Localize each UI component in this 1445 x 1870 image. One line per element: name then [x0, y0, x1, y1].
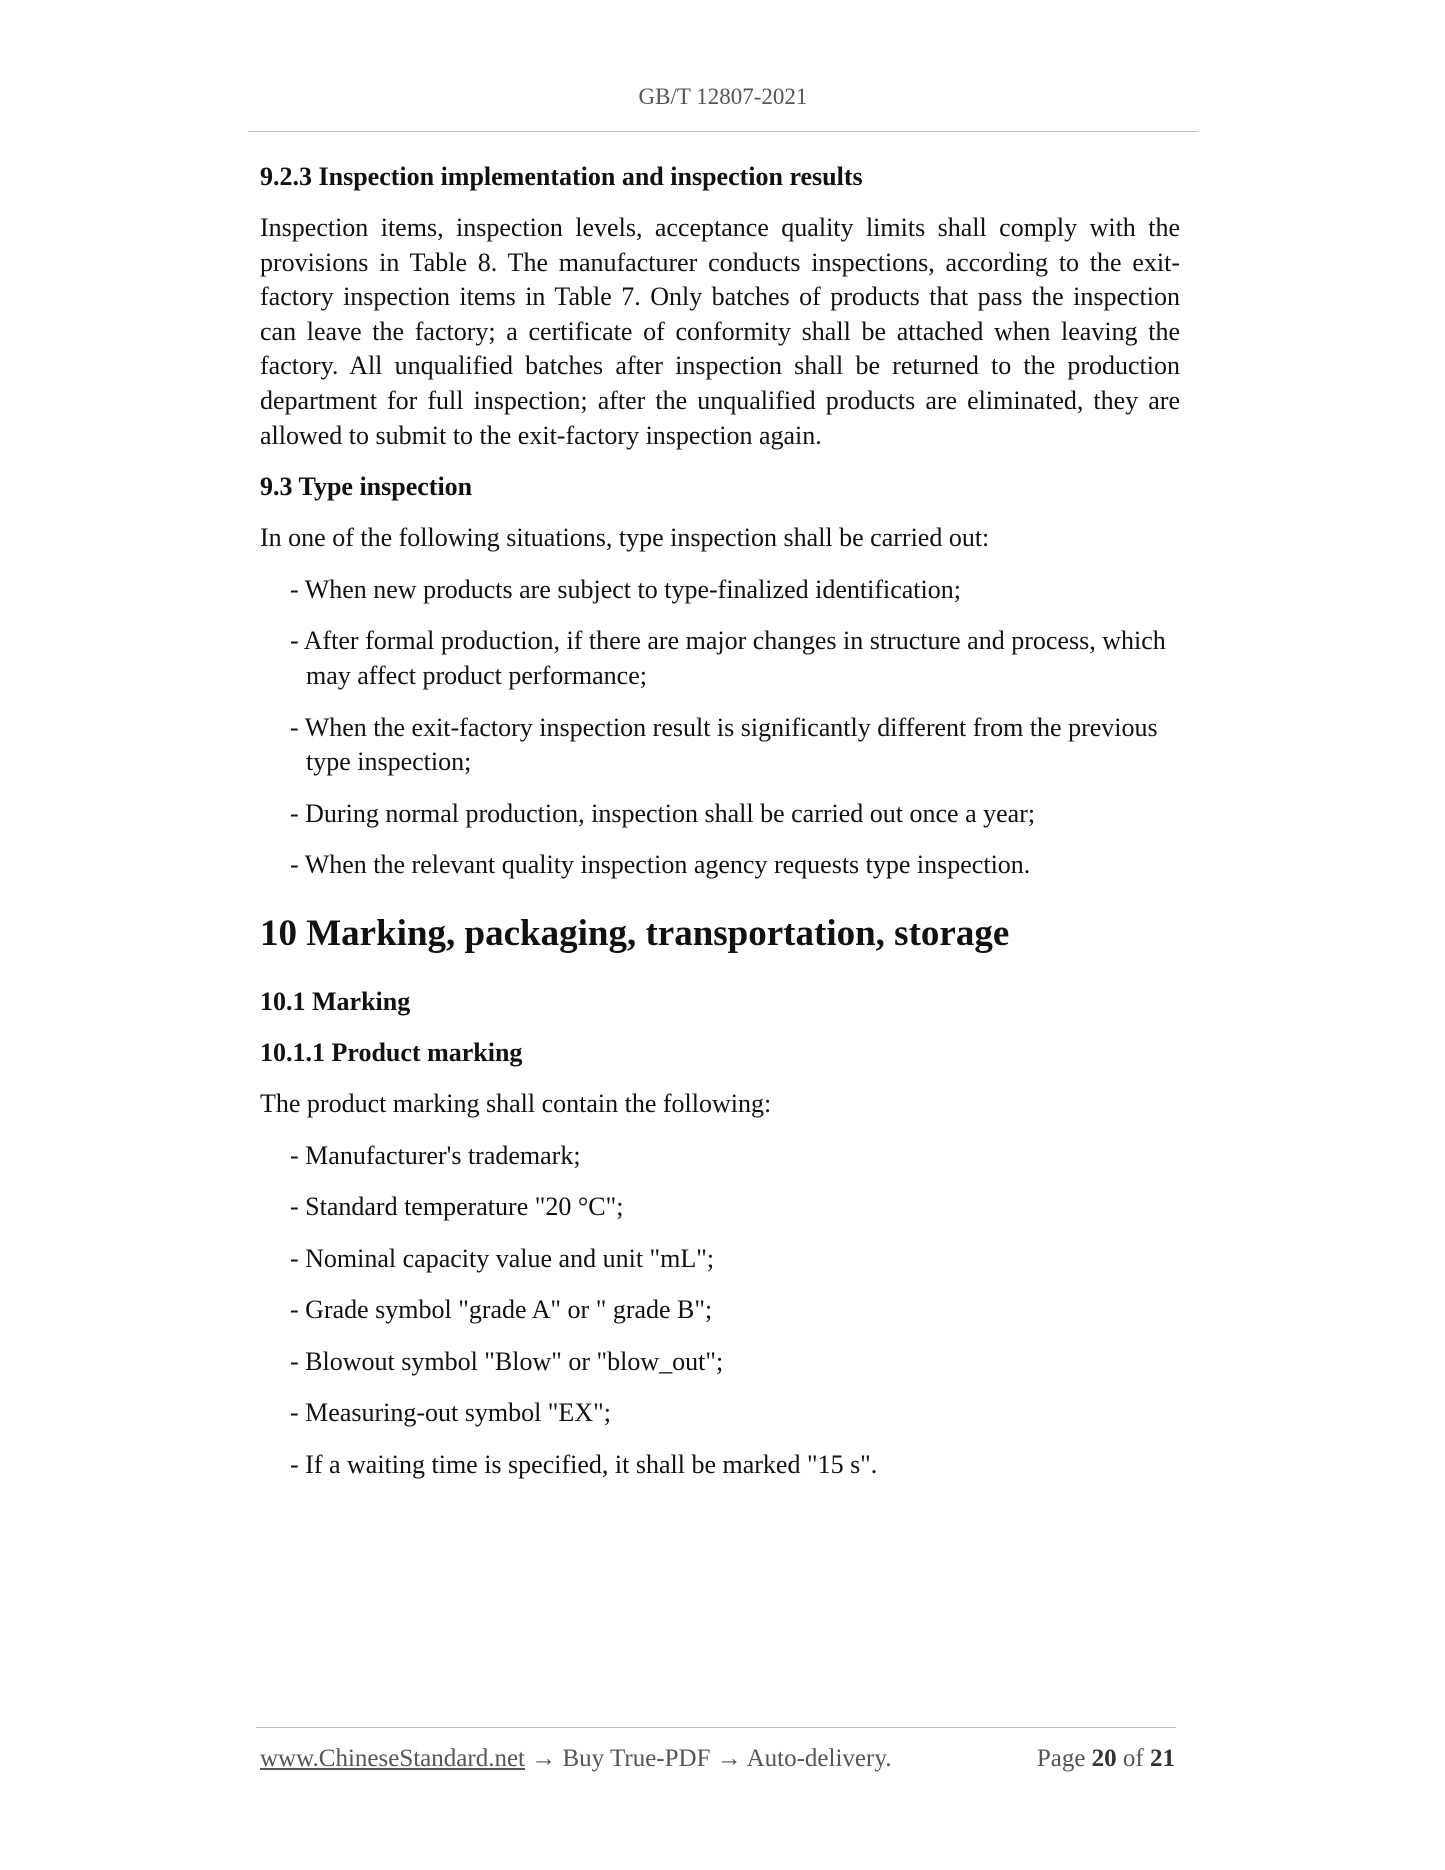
document-body — [260, 160, 1180, 1483]
list-item-marking-6: - Measuring-out symbol "EX"; — [290, 1398, 611, 1428]
list-item-marking-4: - Grade symbol "grade A" or " grade B"; — [290, 1295, 713, 1325]
of-label: of — [1122, 1745, 1144, 1772]
list-item-type-inspection-1: - When new products are subject to type-finalized identification; — [290, 574, 961, 604]
header-divider — [248, 131, 1198, 132]
current-page-number: 20 — [1091, 1745, 1117, 1772]
paragraph-10-1-1-intro: The product marking shall contain the following: — [260, 1088, 772, 1118]
paragraph-9-2-3: Inspection items, inspection levels, acceptance quality limits shall comply with the provisions in Table 8. The manufacturer conducts inspections, according to the exit-factory inspection items in Table 7. Only batches of products that pass the inspection can leave the factory; a certificate of conformity shall be attached when leaving the factory. All unqualified batches after inspection shall be returned to the production department for full inspection; after the unqualified products are eliminated, they are allowed to submit to the exit-factory inspection again. — [260, 213, 1180, 450]
arrow-right-icon: → — [531, 1745, 557, 1772]
page-header-standard-code: GB/T 12807-2021 — [638, 84, 808, 109]
list-item-marking-3: - Nominal capacity value and unit "mL"; — [290, 1243, 715, 1273]
list-item-type-inspection-3: - When the exit-factory inspection result is significantly different from the previous type inspection; — [290, 712, 1158, 777]
heading-9-2-3: 9.2.3 Inspection implementation and inspection results — [260, 162, 863, 191]
paragraph-9-3-intro: In one of the following situations, type inspection shall be carried out: — [260, 523, 990, 553]
buy-true-pdf-text: Buy True-PDF — [562, 1745, 711, 1772]
website-link[interactable]: www.ChineseStandard.net — [260, 1745, 525, 1772]
list-item-marking-1: - Manufacturer's trademark; — [290, 1140, 581, 1170]
list-item-marking-5: - Blowout symbol "Blow" or "blow_out"; — [290, 1346, 724, 1376]
footer-left — [260, 1745, 891, 1773]
heading-9-3: 9.3 Type inspection — [260, 472, 473, 502]
arrow-right-icon: → — [716, 1745, 742, 1772]
list-item-type-inspection-2: - After formal production, if there are major changes in structure and process, which may affect product performance; — [290, 626, 1166, 690]
heading-10-1-1: 10.1.1 Product marking — [260, 1037, 523, 1067]
page-number-indicator — [1037, 1745, 1175, 1773]
footer-divider — [256, 1727, 1176, 1728]
heading-10: 10 Marking, packaging, transportation, storage — [260, 912, 1010, 954]
list-item-type-inspection-4: - During normal production, inspection shall be carried out once a year; — [290, 798, 1036, 828]
page-label: Page — [1036, 1745, 1086, 1772]
total-pages-number: 21 — [1150, 1745, 1175, 1772]
list-item-marking-7: - If a waiting time is specified, it shall be marked "15 s". — [290, 1450, 878, 1480]
heading-10-1: 10.1 Marking — [260, 986, 411, 1016]
list-item-marking-2: - Standard temperature "20 °C"; — [290, 1192, 624, 1222]
list-item-type-inspection-5: - When the relevant quality inspection agency requests type inspection. — [290, 850, 1031, 880]
auto-delivery-text: Auto-delivery. — [746, 1745, 892, 1772]
